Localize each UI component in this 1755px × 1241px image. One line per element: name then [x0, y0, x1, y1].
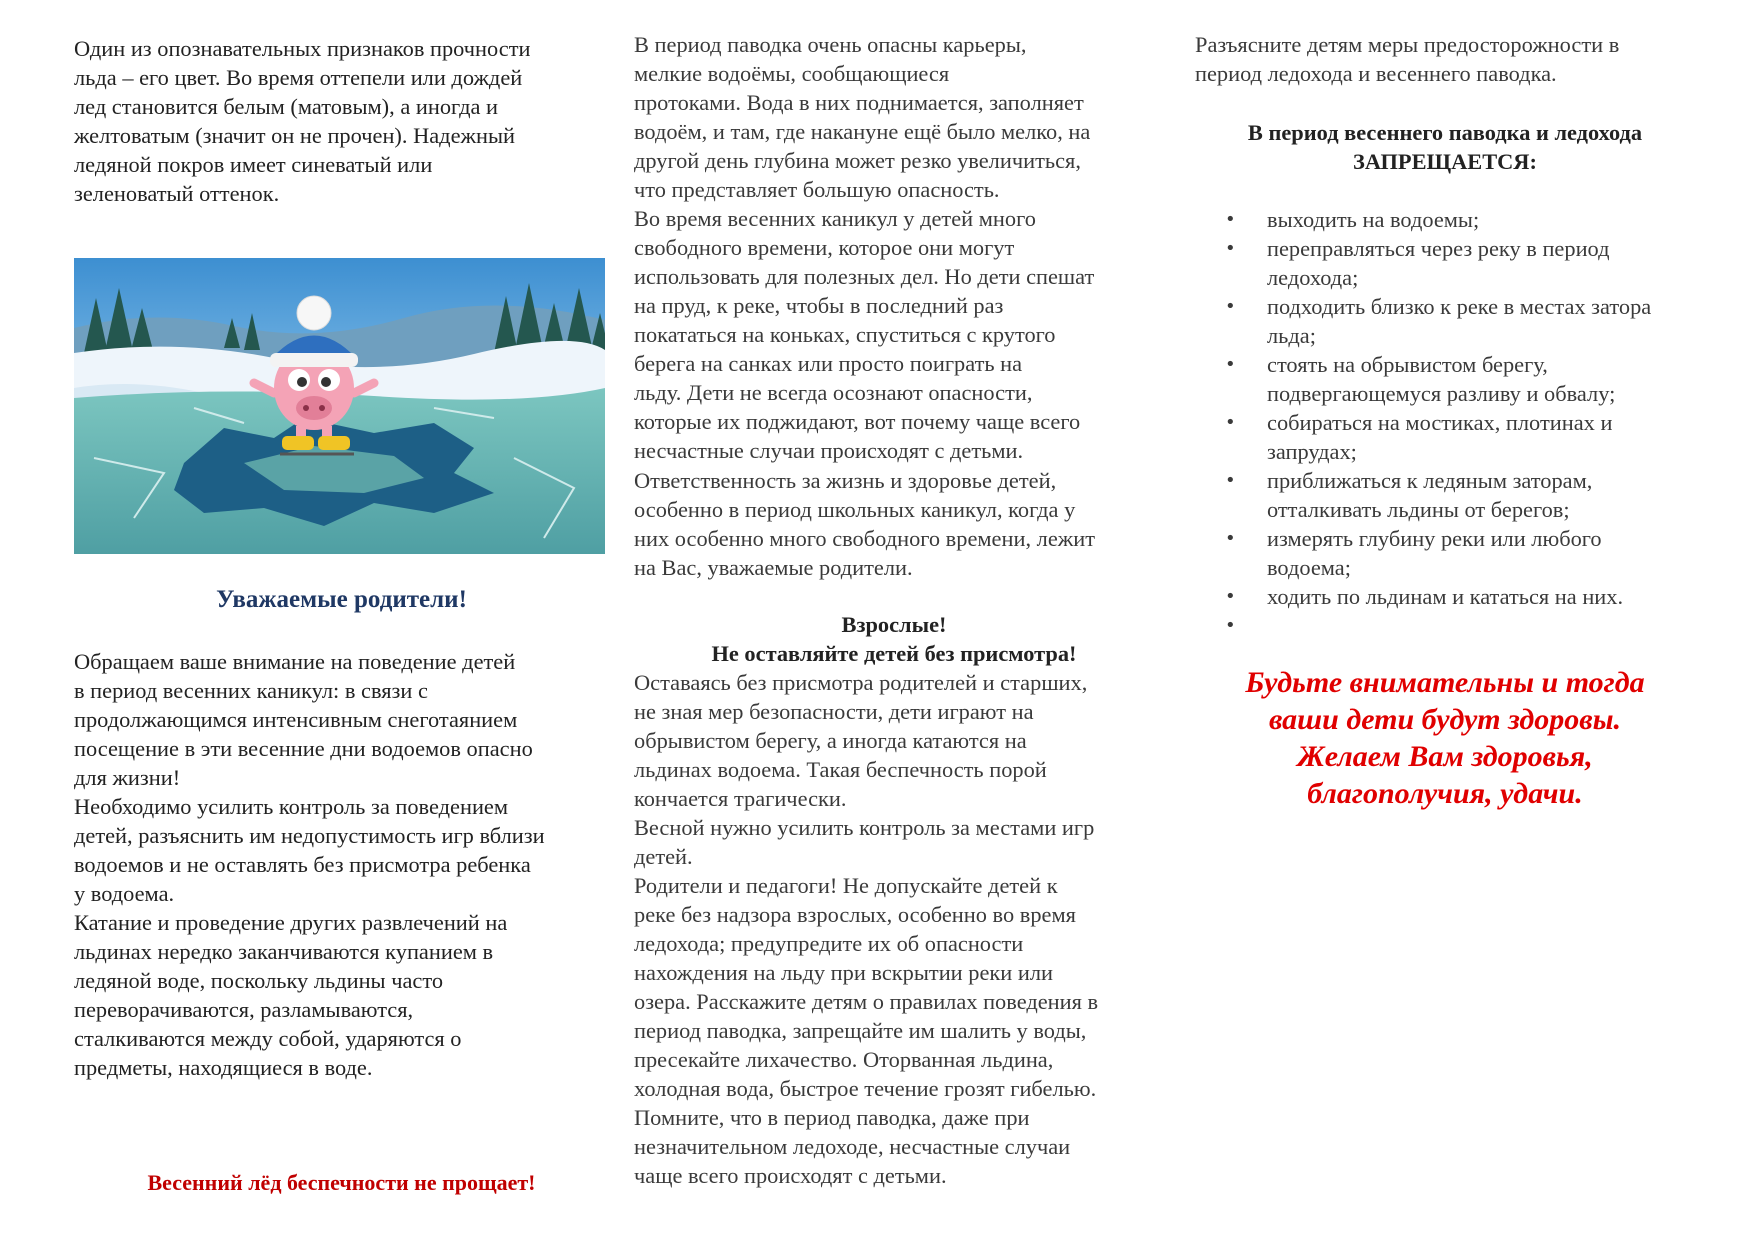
list-item: • приближаться к ледяным заторам, отталкивать льдины от берегов; [1223, 466, 1743, 524]
closing-message: Будьте внимательны и тогда ваши дети будут здоровы. Желаем Вам здоровья, благополучия, удачи. [1245, 666, 1645, 810]
heading-prohibited: ЗАПРЕЩАЕТСЯ: [1353, 149, 1537, 174]
list-item: • переправляться через реку в период ледохода; [1223, 234, 1743, 292]
paragraph-spring-holidays: Во время весенних каникул у детей много свободного времени, которое они могут использовать для полезных дел. Но дети спешат на пруд, к реке, чтобы в последний раз покататься на коньках, спуститься с крутого берега на санках или просто поиграть на льду. Дети не всегда осознают опасности, которые их поджидают, вот почему чаще всего несчастные случаи происходят с детьми. [634, 206, 1095, 463]
list-item: • подходить близко к реке в местах затора льда; [1223, 292, 1743, 350]
heading-do-not-leave: Не оставляйте детей без присмотра! [711, 641, 1077, 666]
paragraph-control: Необходимо усилить контроль за поведением детей, разъяснить им недопустимость игр вблизи водоемов и не оставлять без присмотра ребенка у водоема. [74, 794, 545, 906]
paragraph-ice-floes: Катание и проведение других развлечений на льдинах нередко заканчиваются купанием в ледяной воде, поскольку льдины часто переворачиваются, разламываются, сталкиваются между собой, ударяются о предметы, находящиеся в воде. [74, 910, 508, 1080]
paragraph-attention: Обращаем ваше внимание на поведение детей в период весенних каникул: в связи с продолжающимся интенсивным снеготаянием посещение в эти весенние дни водоемов опасно для жизни! [74, 649, 533, 790]
paragraph-flood-danger: В период паводка очень опасны карьеры, мелкие водоёмы, сообщающиеся протоками. Вода в них поднимается, заполняет водоём, и там, где накануне ещё было мелко, на другой день глубина может резко увеличиться, что представляет большую опасность. [634, 32, 1091, 202]
heading-dear-parents: Уважаемые родители! [216, 586, 467, 613]
heading-adults: Взрослые! [841, 612, 947, 637]
list-item: • стоять на обрывистом берегу, подвергающемуся разливу и обвалу; [1223, 350, 1743, 408]
list-item: • выходить на водоемы; [1223, 205, 1743, 234]
paragraph-without-supervision: Оставаясь без присмотра родителей и старших, не зная мер безопасности, дети играют на обрывистом берегу, а иногда катаются на льдинах водоема. Такая беспечность порой кончается трагически. [634, 670, 1088, 811]
footer-warning: Весенний лёд беспечности не прощает! [147, 1170, 536, 1195]
intro-precautions: Разъясните детям меры предосторожности в период ледохода и весеннего паводка. [1195, 32, 1620, 86]
intro-text: Один из опознавательных признаков прочности льда – его цвет. Во время оттепели или дождей лед становится белым (матовым), а иногда и желтоватым (значит он не прочен). Надежный ледяной покров имеет синеватый или зеленоватый оттенок. [74, 36, 531, 206]
paragraph-spring-control: Весной нужно усилить контроль за местами игр детей. [634, 815, 1095, 869]
prohibited-list [1223, 205, 1743, 611]
list-item: • измерять глубину реки или любого водоема; [1223, 524, 1743, 582]
piglet-on-ice-illustration [74, 258, 605, 554]
list-item: • ходить по льдинам и кататься на них. [1223, 582, 1743, 611]
paragraph-parents-teachers: Родители и педагоги! Не допускайте детей к реке без надзора взрослых, особенно во время ледохода; предупредите их об опасности нахождения на льду при вскрытии реки или озера. Расскажите детям о правилах поведения в период паводка, запрещайте им шалить у воды, пресекайте лихачество. Оторванная льдина, холодная вода, быстрое течение грозят гибелью. Помните, что в период паводка, даже при незначительном ледоходе, несчастные случаи чаще всего происходят с детьми. [634, 873, 1099, 1188]
list-item: • собираться на мостиках, плотинах и запрудах; [1223, 408, 1743, 466]
heading-flood-period: В период весеннего паводка и ледохода [1247, 120, 1643, 145]
paragraph-responsibility: Ответственность за жизнь и здоровье детей, особенно в период школьных каникул, когда у них особенно много свободного времени, лежит на Вас, уважаемые родители. [634, 468, 1096, 580]
